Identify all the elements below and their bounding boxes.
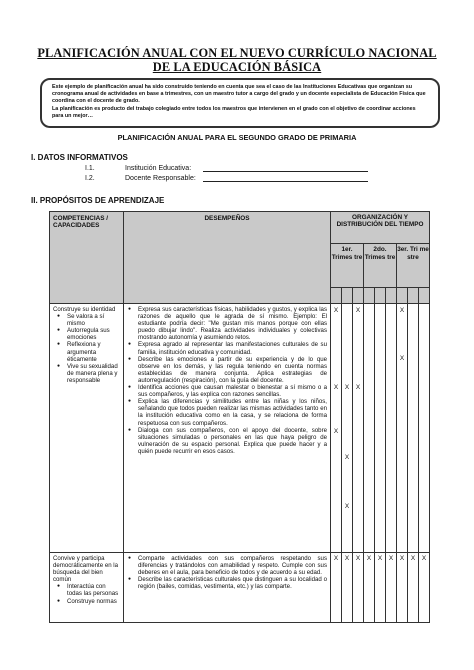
x-mark: X (355, 384, 361, 391)
time-cell (419, 304, 430, 553)
intro-paragraph-2: La planificación es producto del trabajo colegiado entre todos los maestros que intervienen en el grado con el objetivo de coordinar acciones para un mejor… (52, 105, 416, 119)
intro-paragraph-1: Este ejemplo de planificación anual ha sido construido teniendo en cuenta que sea el caso de las Instituciones Educativas que organizan su cronograma anual de actividades en base a trimestres, con un maestro tutor a cargo del grado y un docente especialista de Educación Física que coordina con el docente de grado. (52, 84, 426, 105)
x-mark: X (344, 503, 350, 510)
week-cell (386, 288, 397, 304)
x-mark: X (344, 384, 350, 391)
week-cell (375, 288, 386, 304)
capacidad-item: ● Autorregula sus emociones (55, 327, 120, 341)
header-trimestre-3: 3er. Tri me stre (397, 244, 430, 288)
header-desempenos: DESEMPEÑOS (124, 212, 331, 304)
competencia-title: Convive y participa democráticamente en la búsqueda del bien común (53, 555, 119, 584)
header-trimestre-1: 1er. Trimes tre (331, 244, 364, 288)
time-cell (331, 304, 342, 553)
time-cell (342, 304, 353, 553)
time-cell: X (364, 553, 375, 623)
desempeno-item: ● Dialoga con sus compañeros, con el apoyo del docente, sobre situaciones simuladas o personales en las que haya peligro de vulneración de su espacio personal. Explica que puede hacer y a quién puede recurrir en esos casos. (126, 427, 327, 455)
x-mark: X (355, 307, 361, 314)
section-datos-informativos: I. DATOS INFORMATIVOS (31, 153, 128, 162)
desempeno-item: ● Comparte actividades con sus compañeros respetando sus diferencias y tratándolos con amabilidad y respeto. Cumple con sus deberes en el aula, para beneficio de todos y de acuerdo a su edad. (126, 555, 327, 576)
header-competencias: COMPETENCIAS / CAPACIDADES (50, 212, 124, 304)
week-cell (353, 288, 364, 304)
time-cell (353, 304, 364, 553)
capacidad-item: ● Interactúa con todas las personas (55, 583, 120, 597)
competencia-cell (50, 553, 124, 623)
week-cell (364, 288, 375, 304)
desempeno-item: ● Identifica acciones que causan malestar o bienestar a sí mismo o a sus compañeros, y las explica con razones sencillas. (126, 384, 327, 398)
info-number: I.2. (85, 175, 95, 182)
time-cell (364, 304, 375, 553)
document-subtitle: PLANIFICACIÓN ANUAL PARA EL SEGUNDO GRADO DE PRIMARIA (117, 133, 357, 142)
time-cell: X (386, 553, 397, 623)
x-mark: X (399, 355, 405, 362)
capacidad-item: ● Reflexiona y argumenta éticamente (55, 341, 120, 362)
title-line-2: DE LA EDUCACIÓN BÁSICA (152, 60, 322, 74)
x-mark: X (333, 307, 339, 314)
week-cell (397, 288, 408, 304)
info-number: I.1. (85, 165, 95, 172)
time-cell (408, 304, 419, 553)
info-label: Docente Responsable: (125, 175, 196, 182)
week-cell (342, 288, 353, 304)
time-cell: X (419, 553, 430, 623)
week-cell (419, 288, 430, 304)
desempeno-item: ● Describe las características culturales que distinguen a su localidad o región (bailes, comidas, vestimenta, etc.) y las comparte. (126, 576, 327, 590)
time-cell: X (331, 553, 342, 623)
time-cell: X (342, 553, 353, 623)
time-cell: X (353, 553, 364, 623)
fill-in-line[interactable] (203, 165, 368, 172)
time-cell: X (397, 553, 408, 623)
time-cell (386, 304, 397, 553)
capacidad-item: ● Vive su sexualidad de manera plena y responsable (55, 363, 120, 384)
week-cell (331, 288, 342, 304)
desempeno-item: ● Explica las diferencias y similitudes entre las niñas y los niños, señalando que todos pueden realizar las mismas actividades tanto en la institución educativa como en la casa, y se relaciona de forma respetuosa con sus compañeros. (126, 398, 327, 426)
fill-in-line[interactable] (203, 175, 368, 182)
competencia-cell (50, 304, 124, 553)
desempenos-cell (124, 304, 331, 553)
desempenos-cell (124, 553, 331, 623)
time-cell (375, 304, 386, 553)
competencia-title: Construye su identidad (53, 306, 116, 313)
x-mark: X (333, 384, 339, 391)
header-organizacion: ORGANIZACIÓN Y DISTRIBUCIÓN DEL TIEMPO (331, 212, 430, 244)
x-mark: X (399, 307, 405, 314)
document-title (30, 46, 444, 74)
desempeno-item: ● Describe las emociones a partir de su experiencia y de lo que observe en los demás, y las regula teniendo en cuenta normas establecidas de manera conjunta. Aplica estrategias de autorregulación (respiración), con la guía del docente. (126, 356, 327, 384)
time-cell: X (375, 553, 386, 623)
time-cell: X (408, 553, 419, 623)
desempeno-item: ● Expresa agrado al representar las manifestaciones culturales de su familia, institución educativa y comunidad. (126, 341, 327, 355)
intro-note-box (40, 78, 440, 128)
week-cell (408, 288, 419, 304)
capacidad-item: ● Se valora a sí mismo (55, 313, 120, 327)
time-cell (397, 304, 408, 553)
info-row-docente (85, 175, 368, 182)
info-row-institucion (85, 165, 368, 172)
x-mark: X (333, 428, 339, 435)
title-line-1: PLANIFICACIÓN ANUAL CON EL NUEVO CURRÍCULO NACIONAL (37, 46, 437, 60)
header-trimestre-2: 2do. Trimes tre (364, 244, 397, 288)
learning-purposes-table (49, 211, 430, 623)
capacidad-item: ● Construye normas (55, 598, 120, 605)
section-propositos: II. PROPÓSITOS DE APRENDIZAJE (31, 196, 165, 205)
desempeno-item: ● Expresa sus características físicas, habilidades y gustos, y explica las razones de aquello que le agrada de sí mismo. Ejemplo: El estudiante podría decir: "Me gustan mis manos porque con ellas puedo dibujar lindo". Realiza actividades individuales y colectivas mostrando autonomía y asumiendo retos. (126, 306, 327, 341)
info-label: Institución Educativa: (125, 165, 192, 172)
x-mark: X (344, 454, 350, 461)
